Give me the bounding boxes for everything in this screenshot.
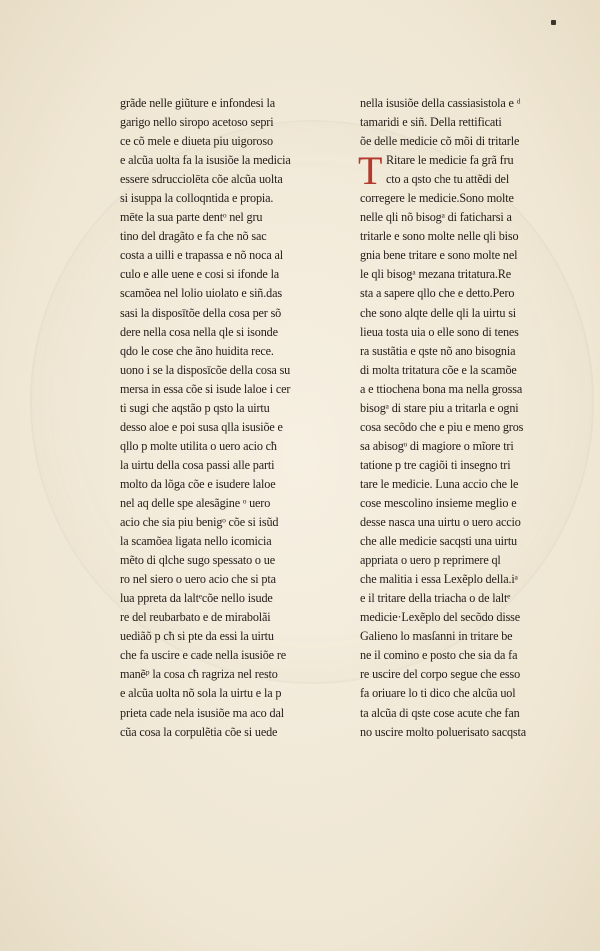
text-line: che malitia i essa Lexẽplo della.iᵃ: [360, 572, 518, 587]
text-line: nelle qli nõ bisogᵃ di faticharsi a: [360, 210, 512, 225]
text-line: e il tritare della triacha o de laltᵉ: [360, 591, 511, 606]
text-line: manẽᵖ la cosa cħ ragriza nel resto: [120, 667, 278, 682]
text-line: lua ppreta da laltᵉcõe nello isude: [120, 591, 273, 606]
text-line: si isuppa la colloqntida e propia.: [120, 191, 274, 206]
text-line: qllo p molte utilita o uero acio cħ: [120, 438, 277, 453]
text-line: mēte la sua parte dentᵒ nel gru: [120, 210, 263, 225]
text-line: garigo nello siropo acetoso sepri: [120, 115, 274, 130]
text-line: ce cõ mele e diueta piu uigoroso: [120, 134, 273, 149]
right-text-column: [360, 94, 575, 742]
text-line: a e ttiochena bona ma nella grossa: [360, 381, 523, 396]
text-line: di molta tritatura cõe e la scamõe: [360, 362, 517, 377]
text-line: nella isusiõe della cassiasistola e ᵈ: [360, 96, 521, 110]
chapter-heading: Della rettificati: [430, 115, 502, 130]
text-line: tatione p tre cagiõi ti insegno tri: [360, 457, 511, 472]
text-line: che fa uscire e cade nella isusiõe re: [120, 648, 286, 663]
text-line: costa a uilli e trapassa e nõ noca al: [120, 248, 283, 263]
text-line: acio che sia piu benigᵒ cõe si isũd: [120, 515, 279, 530]
text-line: mersa in essa cõe si isude laloe i cer: [120, 381, 291, 396]
text-line: appriata o uero p reprimere ql: [360, 553, 501, 568]
text-line: ra sustãtia e qste nõ ano bisognia: [360, 343, 516, 358]
text-line: e alcũa uolta nõ sola la uirtu e la p: [120, 686, 282, 701]
text-line: cosa secõdo che e piu e meno gros: [360, 419, 524, 434]
text-line: re uscire del corpo segue che esso: [360, 667, 521, 682]
heading-line: [360, 113, 575, 132]
text-line: nel aq delle spe alesãgine ᵒ uero: [120, 495, 271, 510]
text-line: sasi la disposītõe della cosa per sõ: [120, 305, 282, 320]
left-text-column: [120, 94, 335, 742]
right-body: [360, 208, 575, 741]
text-line: la uirtu della cosa passi alle parti: [120, 457, 275, 472]
text-line: uediãõ p cħ si pte da essi la uirtu: [120, 629, 274, 644]
text-line: sta a sapere qllo che e detto.Pero: [360, 286, 515, 301]
text-line: le qli bisogᵃ mezana tritatura.Re: [360, 267, 512, 282]
text-line: tare le medicie. Luna accio che le: [360, 476, 519, 491]
text-line: medicie·Lexẽplo del secõdo disse: [360, 610, 521, 625]
text-line: tritarle e sono molte nelle qli biso: [360, 229, 519, 244]
text-line: mẽto di qlche sugo spessato o ue: [120, 553, 275, 568]
text-line: gnia bene tritare e sono molte nel: [360, 248, 518, 263]
text-line: no uscire molto poluerisato sacqsta: [360, 724, 527, 739]
text-line: prieta cade nela isusiõe ma aco dal: [120, 705, 284, 720]
text-line: bisogᵃ di stare piu a tritarla e ogni: [360, 400, 519, 415]
text-line: Galieno lo masſanni in tritare be: [360, 629, 513, 644]
text-line: ne il comino e posto che sia da fa: [360, 648, 518, 663]
text-line: ti sugi che aqstão p qsto la uirtu: [120, 400, 270, 415]
text-line: desse nasca una uirtu o uero accio: [360, 515, 521, 530]
text-line: la scamõea ligata nello icomicia: [120, 534, 272, 549]
text-segment: Ritare le medicie fa grã fru: [386, 153, 514, 168]
text-line: re del reubarbato e de mirabolãi: [120, 610, 271, 625]
text-line: molto da lõga cõe e isudere laloe: [120, 476, 276, 491]
text-line: scamõea nel lolio uiolato e siñ.das: [120, 286, 282, 301]
text-line: dere nella cosa nella qle si isonde: [120, 324, 278, 339]
text-line: che sono alqte delle qli la uirtu si: [360, 305, 517, 320]
text-line: lieua tosta uia o elle sono di tenes: [360, 324, 519, 339]
ink-dot: [551, 20, 556, 25]
text-line: desso aloe e poi susa qlla isusiõe e: [120, 419, 283, 434]
text-line: cũa cosa la corpulẽtia cõe si uede: [120, 724, 278, 739]
text-line: ta alcũa di qste cose acute che fan: [360, 705, 520, 720]
text-line: che alle medicie sacqsti una uirtu: [360, 534, 517, 549]
text-segment: tamaridi e siñ.: [360, 115, 428, 130]
text-line: ro nel siero o uero acio che si pta: [120, 572, 276, 587]
text-line: cto a qsto che tu attẽdi del: [386, 172, 510, 187]
text-line: cose mescolino insieme meglio e: [360, 495, 517, 510]
text-line: culo e alle uene e cosi si ifonde la: [120, 267, 280, 282]
text-line: grãde nelle giũture e infondesi la: [120, 96, 275, 110]
text-line: fa oriuare lo ti dico che alcũa uol: [360, 686, 516, 701]
text-line: sa abisogᵒ di magiore o mĩore tri: [360, 438, 514, 453]
heading-line: õe delle medicie cõ mõi di tritarle: [360, 134, 520, 149]
text-line: e alcũa uolta fa la isusiõe la medicia: [120, 153, 291, 168]
red-initial-letter: T: [358, 148, 383, 194]
text-line: uono i se la disposīcõe della cosa su: [120, 362, 291, 377]
text-line: essere sdrucciolēta cõe alcũa uolta: [120, 172, 283, 187]
text-line: corregere le medicie.Sono molte: [360, 191, 514, 206]
text-line: qdo le cose che ãno huidita rece.: [120, 343, 274, 358]
text-line: tino del dragãto e fa che nõ sac: [120, 229, 267, 244]
